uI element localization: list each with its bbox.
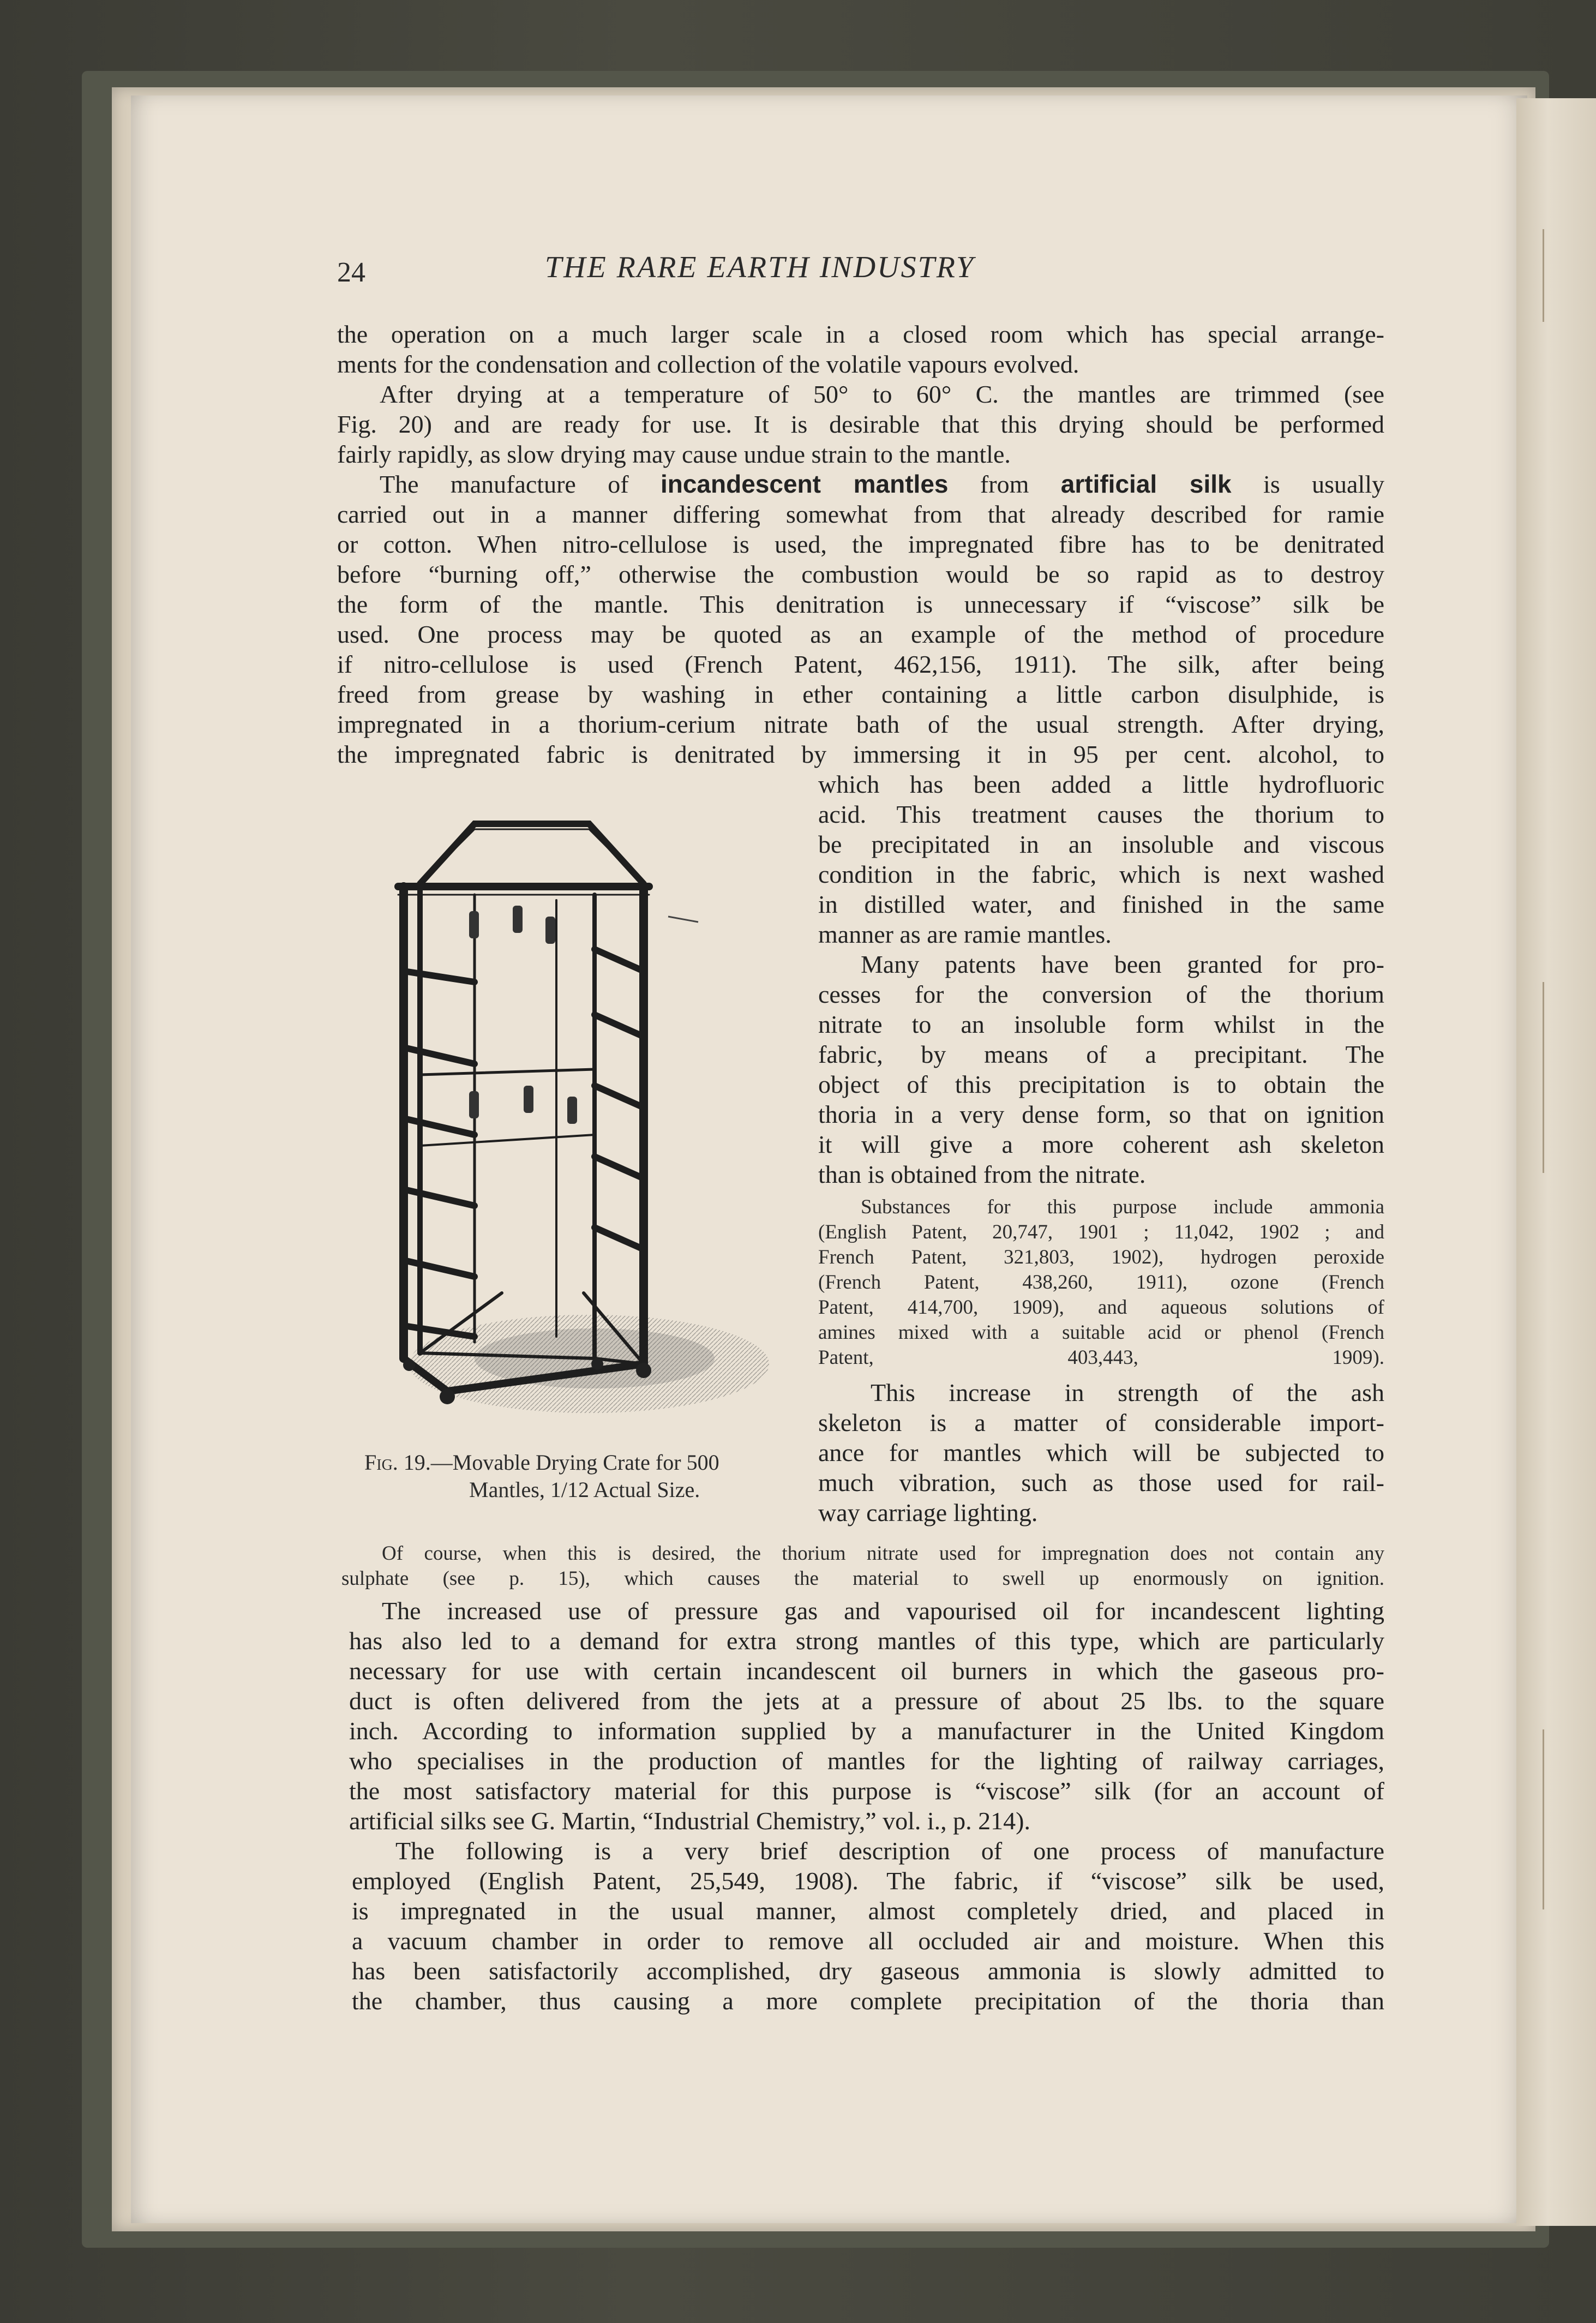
text-line: or cotton. When nitro-cellulose is used, the impregnated fibre has to be denitrated — [337, 530, 1384, 558]
note-line: Substances for this purpose include ammonia — [861, 1196, 1384, 1218]
text-line: ments for the condensation and collection of the volatile vapours evolved. — [337, 350, 1079, 378]
note-line: sulphate (see p. 15), which causes the material to swell up enormously on ignition. — [341, 1567, 1384, 1590]
bold-term: artificial silk — [1060, 470, 1232, 498]
text-fragment: from — [948, 470, 1061, 498]
text-line: has also led to a demand for extra strong mantles of this type, which are particularly — [349, 1627, 1384, 1655]
bold-term: incandescent mantles — [660, 470, 949, 498]
figure-caption — [364, 1448, 719, 1477]
text-line: The increased use of pressure gas and vapourised oil for incandescent lighting — [382, 1597, 1384, 1625]
text-line: used. One process may be quoted as an example of the method of procedure — [337, 620, 1384, 648]
note-line: French Patent, 321,803, 1902), hydrogen peroxide — [818, 1246, 1384, 1268]
text-line: the chamber, thus causing a more complete precipitation of the thoria than — [352, 1987, 1384, 2015]
text-line: skeleton is a matter of considerable import- — [818, 1409, 1384, 1436]
running-title: THE RARE EARTH INDUSTRY — [544, 250, 975, 284]
text-line: a vacuum chamber in order to remove all occluded air and moisture. When this — [352, 1927, 1384, 1955]
floor-shadow — [409, 1315, 769, 1413]
text-line: freed from grease by washing in ether containing a little carbon disulphide, is — [337, 680, 1384, 708]
text-fragment: is usually — [1231, 470, 1385, 498]
text-line: the form of the mantle. This denitration is unnecessary if “viscose” silk be — [337, 590, 1384, 618]
text-line: carried out in a manner differing somewhat from that already described for ramie — [337, 500, 1384, 528]
binding-thread — [1543, 982, 1544, 1173]
text-line: the operation on a much larger scale in a closed room which has special arrange- — [337, 320, 1384, 348]
figure-label: Fig. 19. — [364, 1450, 431, 1475]
text-fragment: The manufacture of — [380, 470, 661, 498]
text-line: impregnated in a thorium-cerium nitrate bath of the usual strength. After drying, — [337, 710, 1384, 738]
text-line: After drying at a temperature of 50° to 60° C. the mantles are trimmed (see — [380, 380, 1384, 408]
text-line: Many patents have been granted for pro- — [861, 950, 1384, 978]
note-line: Patent, 414,700, 1909), and aqueous solutions of — [818, 1296, 1384, 1319]
text-line: cesses for the conversion of the thorium — [818, 980, 1384, 1008]
text-line: necessary for use with certain incandescent oil burners in which the gaseous pro- — [349, 1657, 1384, 1685]
text-line: inch. According to information supplied by a manufacturer in the United Kingdom — [349, 1717, 1384, 1745]
text-line: nitrate to an insoluble form whilst in the — [818, 1010, 1384, 1038]
text-line: has been satisfactorily accomplished, dry gaseous ammonia is slowly admitted to — [352, 1957, 1384, 1985]
text-line: fairly rapidly, as slow drying may cause undue strain to the mantle. — [337, 440, 1011, 468]
page-number: 24 — [337, 257, 365, 288]
binding-thread — [1543, 229, 1544, 322]
text-line: much vibration, such as those used for rail- — [818, 1469, 1384, 1496]
text-line: be precipitated in an insoluble and viscous — [818, 830, 1384, 858]
text-line: Fig. 20) and are ready for use. It is desirable that this drying should be performed — [337, 410, 1384, 438]
text-line: who specialises in the production of mantles for the lighting of railway carriages, — [349, 1747, 1384, 1775]
text-line: than is obtained from the nitrate. — [818, 1160, 1146, 1188]
note-line: (French Patent, 438,260, 1911), ozone (French — [818, 1271, 1384, 1294]
leader-line — [668, 917, 698, 922]
text-line: is impregnated in the usual manner, almost completely dried, and placed in — [352, 1897, 1384, 1925]
note-line: Patent, 403,443, 1909). — [818, 1346, 1384, 1369]
text-line: the impregnated fabric is denitrated by immersing it in 95 per cent. alcohol, to — [337, 740, 1384, 768]
text-line: the most satisfactory material for this purpose is “viscose” silk (for an account of — [349, 1777, 1384, 1805]
text-line: in distilled water, and finished in the same — [818, 890, 1384, 918]
text-line: employed (English Patent, 25,549, 1908). The fabric, if “viscose” silk be used, — [352, 1867, 1384, 1895]
text-line: This increase in strength of the ash — [871, 1379, 1384, 1406]
text-line: which has been added a little hydrofluoric — [818, 770, 1384, 798]
text-line: artificial silks see G. Martin, “Industrial Chemistry,” vol. i., p. 214). — [349, 1807, 1030, 1835]
text-line: acid. This treatment causes the thorium to — [818, 800, 1384, 828]
drying-crate-illustration — [338, 813, 818, 1435]
text-line: The following is a very brief description of one process of manufacture — [395, 1837, 1384, 1865]
text-line: manner as are ramie mantles. — [818, 920, 1112, 948]
text-line: it will give a more coherent ash skeleton — [818, 1130, 1384, 1158]
text-line: before “burning off,” otherwise the combustion would be so rapid as to destroy — [337, 560, 1384, 588]
text-line: fabric, by means of a precipitant. The — [818, 1040, 1384, 1068]
text-line: way carriage lighting. — [818, 1499, 1038, 1526]
note-line: (English Patent, 20,747, 1901 ; 11,042, 1902 ; and — [818, 1221, 1384, 1243]
text-line: ance for mantles which will be subjected to — [818, 1439, 1384, 1466]
note-line: Of course, when this is desired, the thorium nitrate used for impregnation does not contain any — [382, 1542, 1384, 1565]
text-line: thoria in a very dense form, so that on ignition — [818, 1100, 1384, 1128]
text-line: object of this precipitation is to obtain the — [818, 1070, 1384, 1098]
figure-caption-line: Mantles, 1/12 Actual Size. — [469, 1477, 700, 1502]
text-line: if nitro-cellulose is used (French Patent, 462,156, 1911). The silk, after being — [337, 650, 1384, 678]
facing-page-edge — [1516, 98, 1596, 2226]
caption-text: —Movable Drying Crate for 500 — [430, 1450, 719, 1475]
text-line: duct is often delivered from the jets at a pressure of about 25 lbs. to the square — [349, 1687, 1384, 1715]
note-line: amines mixed with a suitable acid or phenol (French — [818, 1321, 1384, 1344]
text-line — [380, 469, 1384, 499]
binding-thread — [1543, 1729, 1544, 1909]
hanging-mantles — [469, 906, 577, 1124]
text-line: condition in the fabric, which is next washed — [818, 860, 1384, 888]
